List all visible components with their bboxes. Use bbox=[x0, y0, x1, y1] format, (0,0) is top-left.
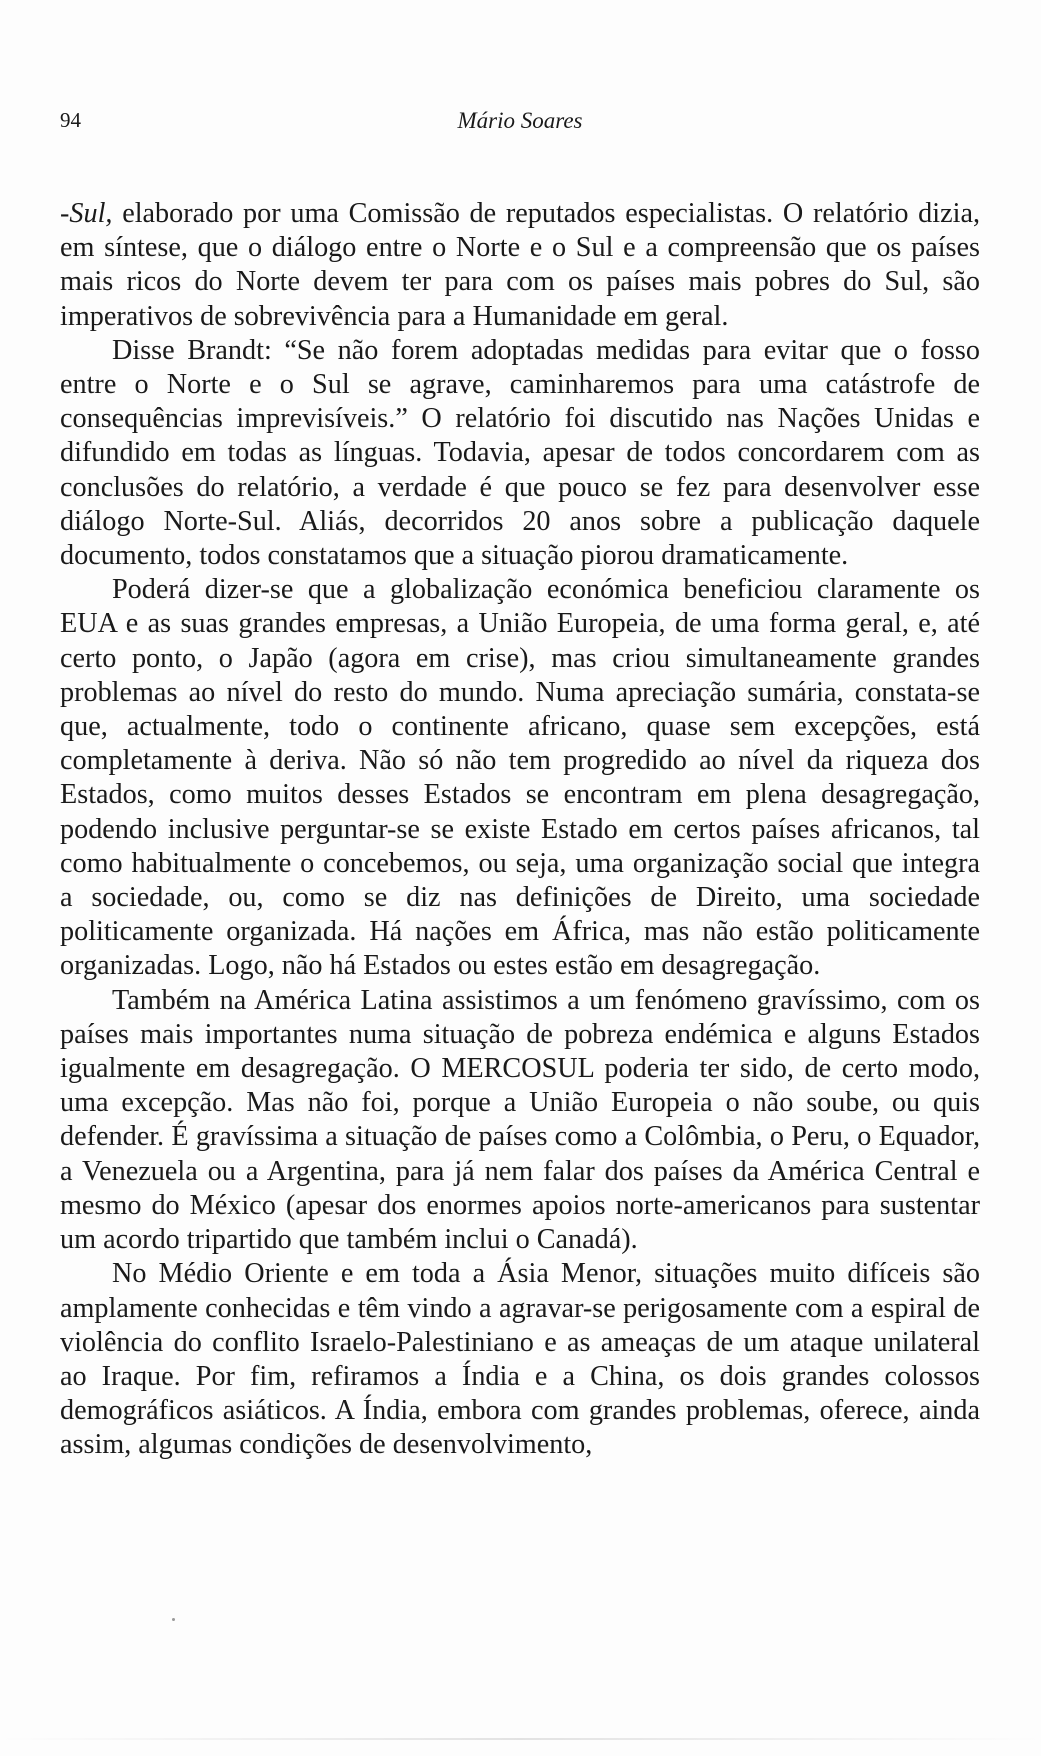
page-number: 94 bbox=[60, 108, 81, 132]
paragraph-5: No Médio Oriente e em toda a Ásia Menor, situações muito difíceis são amplamente conhecidas e têm vindo a agravar-se perigosamente com a espiral de violência do conflito Israelo-Palestiniano e as ameaças de um ataque unilateral ao Iraque. Por fim, refiramos a Índia e a China, os dois grandes colossos demográficos asiáticos. A Índia, embora com grandes problemas, oferece, ainda assim, algumas condições de desenvolvimento, bbox=[60, 1258, 980, 1461]
scan-edge-shadow bbox=[0, 1738, 1041, 1740]
running-title: Mário Soares bbox=[457, 108, 583, 133]
paragraph-2: Disse Brandt: “Se não forem adoptadas medidas para evitar que o fosso entre o Norte e o Sul se agrave, caminharemos para uma catástrofe de consequências imprevisíveis.” O relatório foi discutido nas Nações Unidas e difundido em todas as línguas. Todavia, apesar de todos concordarem com as conclusões do relatório, a verdade é que pouco se fez para desenvolver esse diálogo Norte-Sul. Aliás, decorridos 20 anos sobre a publicação daquele documento, todos constatamos que a situação piorou dramaticamente. bbox=[60, 334, 980, 572]
scan-speck bbox=[172, 1618, 175, 1621]
paragraph-1-text: elaborado por uma Comissão de reputados especialistas. O relatório dizia, em síntese, que o diálogo entre o Norte e o Sul e a compreensão que os países mais ricos do Norte devem ter para com os países mais pobres do Sul, são imperativos de sobrevivência para a Humanidade em geral. bbox=[60, 198, 980, 332]
paragraph-3: Poderá dizer-se que a globalização económica beneficiou claramente os EUA e as suas grandes empresas, a União Europeia, de uma forma geral, e, até certo ponto, o Japão (agora em crise), mas criou simultaneamente grandes problemas ao nível do resto do mundo. Numa apreciação sumária, constata-se que, actualmente, todo o continente africano, quase sem excepções, está completamente à deriva. Não só não tem progredido ao nível da riqueza dos Estados, como muitos desses Estados se encontram em plena desagregação, podendo inclusive perguntar-se se existe Estado em certos países africanos, tal como habitualmente o concebemos, ou seja, uma organização social que integra a sociedade, ou, como se diz nas definições de Direito, uma sociedade politicamente organizada. Há nações em África, mas não estão politicamente organizadas. Logo, não há Estados ou estes estão em desagregação. bbox=[60, 574, 980, 982]
body-text bbox=[60, 197, 980, 1463]
italic-lead: -Sul, bbox=[60, 198, 113, 229]
running-header bbox=[60, 108, 980, 140]
paragraph-1 bbox=[60, 197, 980, 334]
paragraph-4: Também na América Latina assistimos a um fenómeno gravíssimo, com os países mais importantes numa situação de pobreza endémica e alguns Estados igualmente em desagregação. O MERCOSUL poderia ter sido, de certo modo, uma excepção. Mas não foi, porque a União Europeia o não soube, ou quis defender. É gravíssima a situação de países como a Colômbia, o Peru, o Equador, a Venezuela ou a Argentina, para já nem falar dos países da América Central e mesmo do México (apesar dos enormes apoios norte-americanos para sustentar um acordo tripartido que também inclui o Canadá). bbox=[60, 984, 980, 1256]
